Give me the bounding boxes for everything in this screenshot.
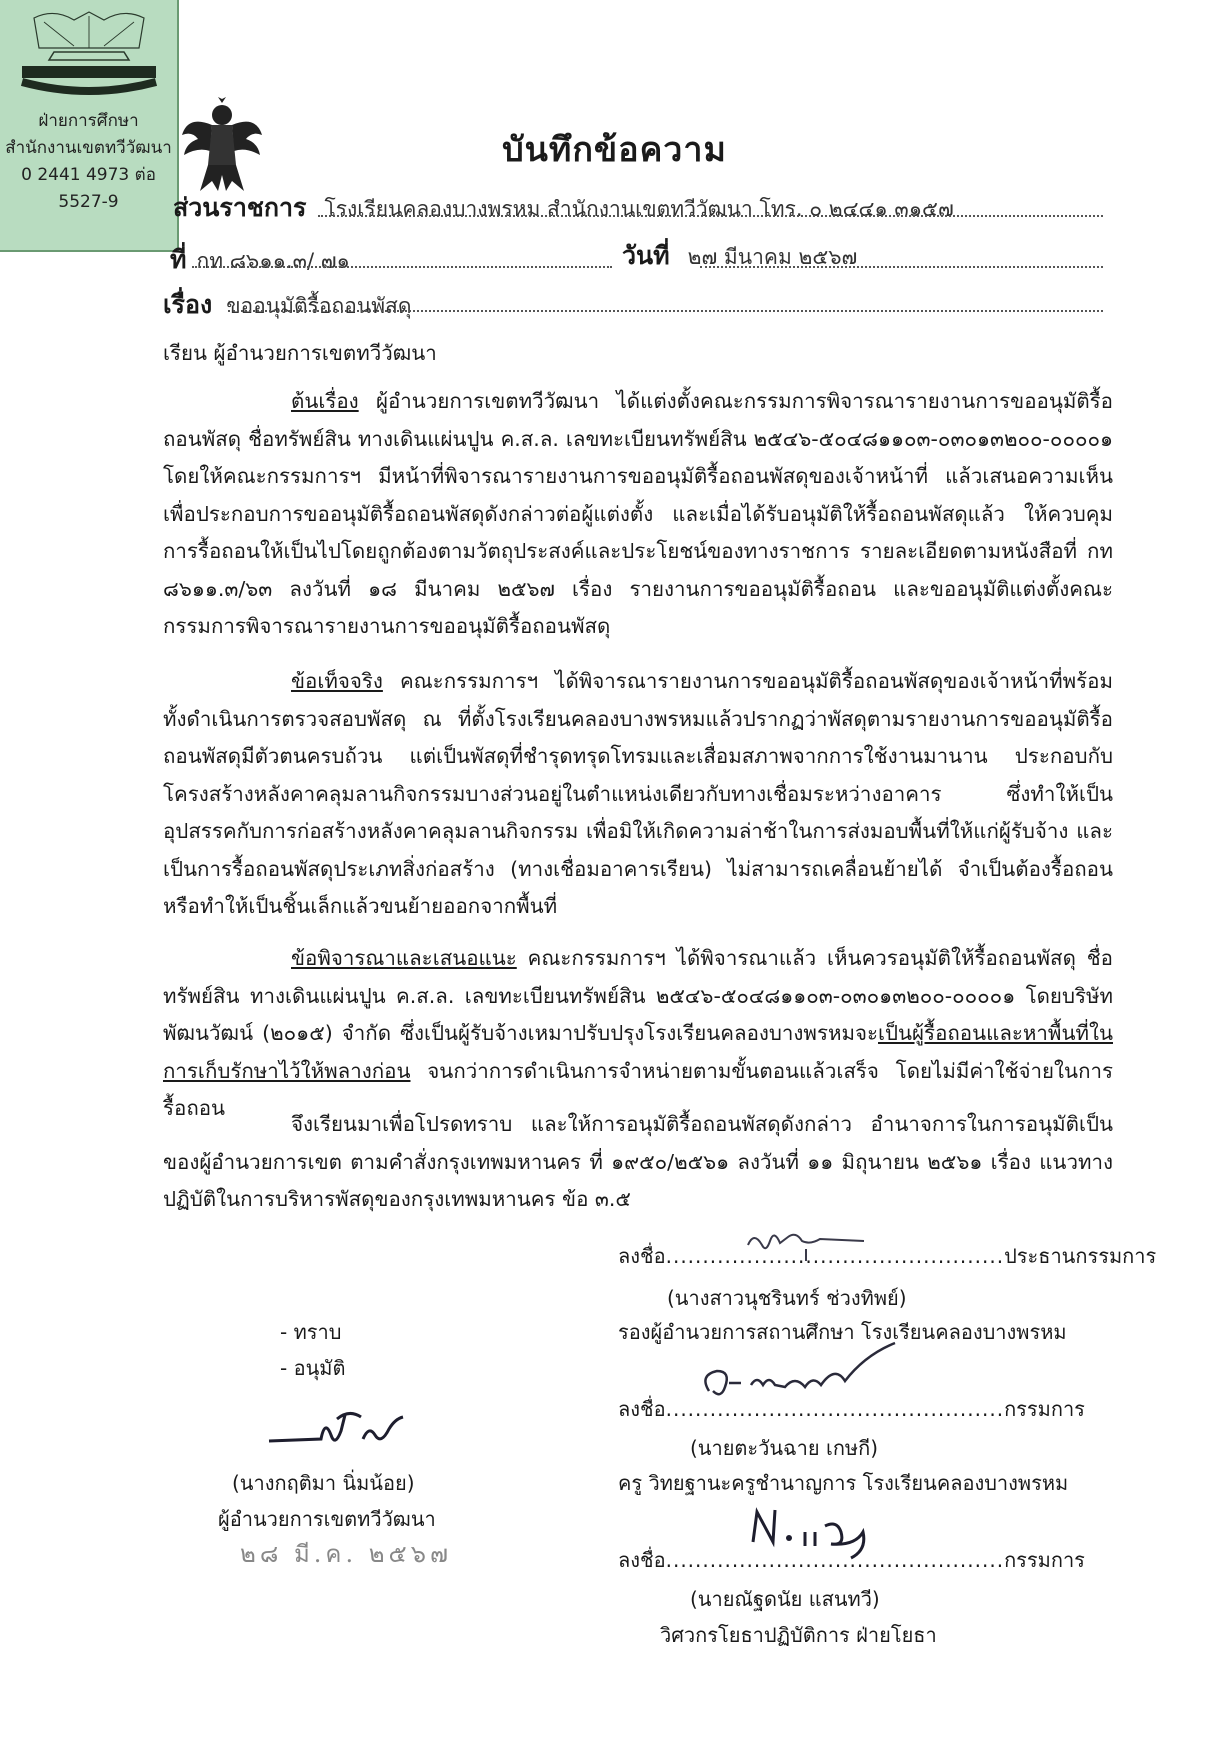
recommendation-text-underlined: เป็นผู้รื้อถอนและหาพื้นที่ในการเก็บรักษาไว้ให้พลางก่อน (163, 1021, 1113, 1083)
approve-item: - อนุมัติ (280, 1356, 346, 1380)
ref-value: กท ๘๖๑๑.๓/ ๗๑ (196, 249, 350, 273)
member2-sign-prefix: ลงชื่อ (618, 1548, 666, 1572)
director-name: (นางกฤติมา นิ่มน้อย) (232, 1471, 415, 1495)
acknowledge-item: - ทราบ (280, 1320, 342, 1344)
background-heading: ต้นเรื่อง (291, 389, 359, 413)
member1-sign-prefix: ลงชื่อ (618, 1397, 666, 1421)
recommendation-heading: ข้อพิจารณาและเสนอแนะ (291, 946, 517, 970)
facts-text: คณะกรรมการฯ ได้พิจารณารายงานการขออนุมัติรื้อถอนพัสดุของเจ้าหน้าที่พร้อมทั้งดำเนินการตรวจสอบพัสดุ ณ ที่ตั้งโรงเรียนคลองบางพรหมแล้วปรากฏว่าพัสดุตามรายงานการขออนุมัติรื้อถอนพัสดุมีตัวตนครบถ้วน แต่เป็นพัสดุที่ชำรุดทรุดโทรมและเสื่อมสภาพจากการใช้งานมานาน ประกอบกับโครงสร้างหลังคาคลุมลานกิจกรรมบางส่วนอยู่ในตำแหน่งเดียวกับทางเชื่อมระหว่างอาคาร ซึ่งทำให้เป็นอุปสรรคกับการก่อสร้างหลังคาคลุมลานกิจกรรม เพื่อมิให้เกิดความล่าช้าในการส่งมอบพื้นที่ให้แก่ผู้รับจ้าง และเป็นการรื้อถอนพัสดุประเภทสิ่งก่อสร้าง (ทางเชื่อมอาคารเรียน) ไม่สามารถเคลื่อนย้ายได้ จำเป็นต้องรื้อถอนหรือทำให้เป็นชิ้นเล็กแล้วขนย้ายออกจากพื้นที่ (163, 669, 1113, 918)
district-office-logo-icon (14, 8, 164, 100)
chair-name: (นางสาวนุชรินทร์ ช่วงทิพย์) (667, 1286, 907, 1310)
date-label: วันที่ (622, 241, 670, 270)
chair-role: ประธานกรรมการ (1004, 1244, 1157, 1268)
director-signature-icon (265, 1395, 415, 1455)
date-dotted-line (700, 266, 1103, 268)
chair-sign-prefix: ลงชื่อ (618, 1244, 666, 1268)
paragraph-facts (163, 663, 1113, 926)
closing-text: จึงเรียนมาเพื่อโปรดทราบ และให้การอนุมัติรื้อถอนพัสดุดังกล่าว อำนาจการในการอนุมัติเป็นของผู้อำนวยการเขต ตามคำสั่งกรุงเทพมหานคร ที่ ๑๙๕๐/๒๕๖๑ ลงวันที่ ๑๑ มิถุนายน ๒๕๖๑ เรื่อง แนวทางปฏิบัติในการบริหารพัสดุของกรุงเทพมหานคร ข้อ ๓.๕ (163, 1112, 1113, 1211)
subject-value: ขออนุมัติรื้อถอนพัสดุ (226, 294, 412, 318)
member2-title: วิศวกรโยธาปฏิบัติการ ฝ่ายโยธา (660, 1623, 937, 1647)
agency-value: โรงเรียนคลองบางพรหม สำนักงานเขตทวีวัฒนา โทร. ๐ ๒๔๔๑ ๓๑๕๗ (324, 197, 954, 221)
memo-title: บันทึกข้อความ (502, 130, 727, 170)
ref-dotted-line (192, 266, 612, 268)
member2-signature-icon (745, 1502, 895, 1562)
member1-title: ครู วิทยฐานะครูชำนาญการ โรงเรียนคลองบางพรหม (618, 1471, 1069, 1495)
chair-signature-icon (740, 1215, 880, 1265)
ref-label: ที่ (170, 245, 187, 274)
salutation: เรียน ผู้อำนวยการเขตทวีวัฒนา (163, 341, 437, 365)
subject-label: เรื่อง (163, 290, 213, 319)
agency-dotted-line (318, 215, 1103, 217)
stamp-line-2: สำนักงานเขตทวีวัฒนา (5, 138, 172, 158)
member1-name: (นายตะวันฉาย เกษกี) (690, 1436, 879, 1460)
background-text: ผู้อำนวยการเขตทวีวัฒนา ได้แต่งตั้งคณะกรรมการพิจารณารายงานการขออนุมัติรื้อถอนพัสดุ ชื่อทรัพย์สิน ทางเดินแผ่นปูน ค.ส.ล. เลขทะเบียนทรัพย์สิน ๒๕๔๖-๕๐๔๘๑๑๐๓-๐๓๐๑๓๒๐๐-๐๐๐๐๑ โดยให้คณะกรรมการฯ มีหน้าที่พิจารณารายงานการขออนุมัติรื้อถอนพัสดุของเจ้าหน้าที่ แล้วเสนอความเห็นเพื่อประกอบการขออนุมัติรื้อถอนพัสดุดังกล่าวต่อผู้แต่งตั้ง และเมื่อได้รับอนุมัติให้รื้อถอนพัสดุแล้ว ให้ควบคุมการรื้อถอนให้เป็นไปโดยถูกต้องตามวัตถุประสงค์และประโยชน์ของทางราชการ รายละเอียดตามหนังสือที่ กท ๘๖๑๑.๓/๖๓ ลงวันที่ ๑๘ มีนาคม ๒๕๖๗ เรื่อง รายงานการขออนุมัติรื้อถอน และขออนุมัติแต่งตั้งคณะกรรมการพิจารณารายงานการขออนุมัติรื้อถอนพัสดุ (163, 389, 1113, 638)
facts-heading: ข้อเท็จจริง (291, 669, 383, 693)
stamp-line-1: ฝ่ายการศึกษา (38, 111, 139, 131)
approval-date-stamp: ๒๘ มี.ค. ๒๕๖๗ (240, 1540, 452, 1568)
stamp-line-3: 0 2441 4973 ต่อ (21, 165, 156, 185)
director-title: ผู้อำนวยการเขตทวีวัฒนา (218, 1507, 436, 1531)
paragraph-recommendation (163, 940, 1113, 1128)
memo-page: ฝ่ายการศึกษา สำนักงานเขตทวีวัฒนา 0 2441 4973 ต่อ 5527-9 บันทึกข้อความ ส่วนราชการ โรงเรียนคลองบางพรหม สำนักงานเขตทวีวัฒนา โทร. ๐ ๒๔๔๑ ๓๑๕๗ ที่ กท ๘๖๑๑.๓/ ๗๑ วันที่ ๒๗ มีนาคม ๒๕๖๗ เรื่อง ขออนุมัติรื้อถอนพัสดุ เรียน ผู้อำนวยการเขตทวีวัฒนา ต้นเรื่อง ผู้อำนวยการเขตทวีวัฒนา ได้แต่งตั้งคณะกรรมการพิจารณารายงานการขออนุมัติรื้อถอนพัสดุ ชื่อทรัพย์สิน ทางเดินแผ่นปูน ค.ส.ล. เลขทะเบียนทรัพย์สิน ๒๕๔๖-๕๐๔๘๑๑๐๓-๐๓๐๑๓๒๐๐-๐๐๐๐๑ โดยให้คณะกรรมการฯ มีหน้าที่พิจารณารายงานการขออนุมัติรื้อถอนพัสดุของเจ้าหน้าที่ แล้วเสนอความเห็นเพื่อประกอบการขออนุมัติรื้อถอนพัสดุดังกล่าวต่อผู้แต่งตั้ง และเมื่อได้รับอนุมัติให้รื้อถอนพัสดุแล้ว ให้ควบคุมการรื้อถอนให้เป็นไปโดยถูกต้องตามวัตถุประสงค์และประโยชน์ของทางราชการ รายละเอียดตามหนังสือที่ กท ๘๖๑๑.๓/๖๓ ลงวันที่ ๑๘ มีนาคม ๒๕๖๗ เรื่อง รายงานการขออนุมัติรื้อถอน และขออนุมัติแต่งตั้งคณะกรรมการพิจารณารายงานการขออนุมัติรื้อถอนพัสดุ ข้อเท็จจริง คณะกรรมการฯ ได้พิจารณารายงานการขออนุมัติรื้อถอนพัสดุของเจ้าหน้าที่พร้อมทั้งดำเนินการตรวจสอบพัสดุ ณ ที่ตั้งโรงเรียนคลองบางพรหมแล้วปรากฏว่าพัสดุตามรายงานการขออนุมัติรื้อถอนพัสดุมีตัวตนครบถ้วน แต่เป็นพัสดุที่ชำรุดทรุดโทรมและเสื่อมสภาพจากการใช้งานมานาน ประกอบกับโครงสร้างหลังคาคลุมลานกิจกรรมบางส่วนอยู่ในตำแหน่งเดียวกับทางเชื่อมระหว่างอาคาร ซึ่งทำให้เป็นอุปสรรคกับการก่อสร้างหลังคาคลุมลานกิจกรรม เพื่อมิให้เกิดความล่าช้าในการส่งมอบพื้นที่ให้แก่ผู้รับจ้าง และเป็นการรื้อถอนพัสดุประเภทสิ่งก่อสร้าง (ทางเชื่อมอาคารเรียน) ไม่สามารถเคลื่อนย้ายได้ จำเป็นต้องรื้อถอนหรือทำให้เป็นชิ้นเล็กแล้วขนย้ายออกจากพื้นที่ ข้อพิจารณาและเสนอแนะ คณะกรรมการฯ ได้พิจารณาแล้ว เห็นควรอนุมัติให้รื้อถอนพัสดุ ชื่อทรัพย์สิน ทางเดินแผ่นปูน ค.ส.ล. เลขทะเบียนทรัพย์สิน ๒๕๔๖-๕๐๔๘๑๑๐๓-๐๓๐๑๓๒๐๐-๐๐๐๐๑ โดยบริษัท พัฒนวัฒน์ (๒๐๑๕) จำกัด ซึ่งเป็นผู้รับจ้างเหมาปรับปรุงโรงเรียนคลองบางพรหมจะเป็นผู้รื้อถอนและหาพื้นที่ในการเก็บรักษาไว้ให้พลางก่อน จนกว่าการดำเนินการจำหน่ายตามขั้นตอนแล้วเสร็จ โดยไม่มีค่าใช้จ่ายในการรื้อถอน จึงเรียนมาเพื่อโปรดทราบ และให้การอนุมัติรื้อถอนพัสดุดังกล่าว อำนาจการในการอนุมัติเป็นของผู้อำนวยการเขต ตามคำสั่งกรุงเทพมหานคร ที่ ๑๙๕๐/๒๕๖๑ ลงวันที่ ๑๑ มิถุนายน ๒๕๖๑ เรื่อง แนวทางปฏิบัติในการบริหารพัสดุของกรุงเทพมหานคร ข้อ ๓.๕ ลงชื่อ..............................................ประธานกรรมการ (นางสาวนุชรินทร์ ช่วงทิพย์) รองผู้อำนวยการสถานศึกษา โรงเรียนคลองบางพรหม ลงชื่อ..............................................กรรมการ (นายตะวันฉาย เกษกี) ครู วิทยฐานะครูชำนาญการ โรงเรียนคลองบางพรหม ลงชื่อ..............................................กรรมการ (นายณัฐดนัย แสนทวี) วิศวกรโยธาปฏิบัติการ ฝ่ายโยธา - ทราบ - อนุมัติ (นางกฤติมา นิ่มน้อย) ผู้อำนวยการเขตทวีวัฒนา ๒๘ มี.ค. ๒๕๖๗ (0, 0, 1229, 1742)
paragraph-background (163, 383, 1113, 646)
member1-role: กรรมการ (1004, 1397, 1085, 1421)
stamp-line-4: 5527-9 (58, 192, 119, 212)
member1-signature-icon (695, 1325, 925, 1415)
subject-dotted-line (228, 310, 1103, 312)
member2-name: (นายณัฐดนัย แสนทวี) (690, 1587, 880, 1611)
date-value: ๒๗ มีนาคม ๒๕๖๗ (687, 245, 858, 269)
chair-title: รองผู้อำนวยการสถานศึกษา โรงเรียนคลองบางพรหม (618, 1320, 1067, 1344)
member2-role: กรรมการ (1004, 1548, 1085, 1572)
recommendation-text-a: คณะกรรมการฯ ได้พิจารณาแล้ว เห็นควรอนุมัติให้รื้อถอนพัสดุ ชื่อทรัพย์สิน ทางเดินแผ่นปูน ค.ส.ล. เลขทะเบียนทรัพย์สิน ๒๕๔๖-๕๐๔๘๑๑๐๓-๐๓๐๑๓๒๐๐-๐๐๐๐๑ โดยบริษัท พัฒนวัฒน์ (๒๐๑๕) จำกัด ซึ่งเป็นผู้รับจ้างเหมาปรับปรุงโรงเรียนคลองบางพรหมจะ (163, 946, 1113, 1045)
agency-label: ส่วนราชการ (173, 193, 307, 222)
paragraph-closing (163, 1106, 1113, 1219)
recommendation-text-b: จนกว่าการดำเนินการจำหน่ายตามขั้นตอนแล้วเสร็จ โดยไม่มีค่าใช้จ่ายในการรื้อถอน (163, 1058, 1113, 1120)
